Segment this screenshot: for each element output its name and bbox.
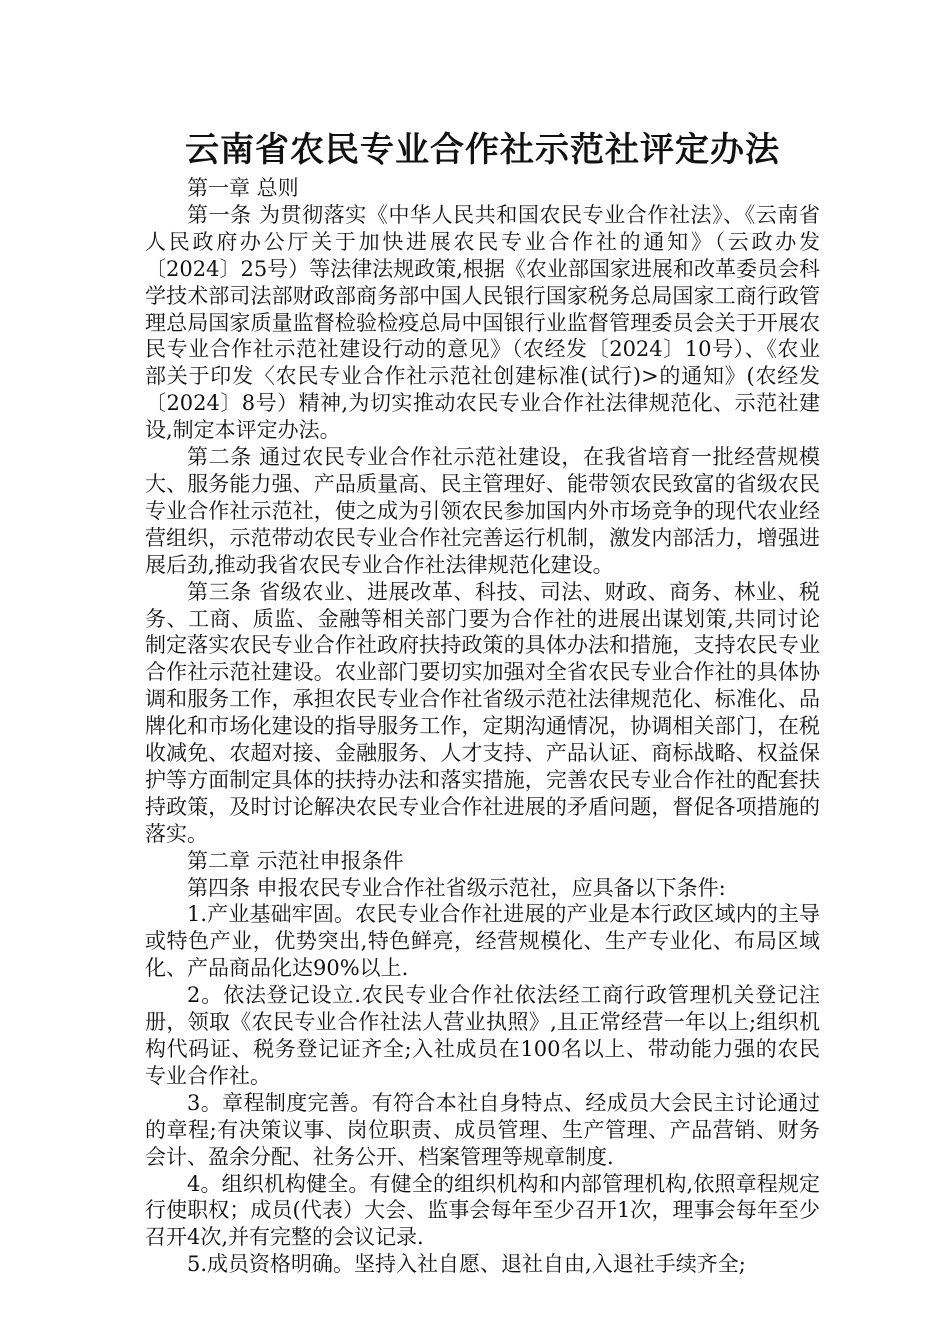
list-item: 1.产业基础牢固。农民专业合作社进展的产业是本行政区域内的主导或特色产业，优势突出,特色鲜亮，经营规模化、生产专业化、布局区域化、产品商品化达90%以上. [145, 902, 820, 981]
article-paragraph: 第一条 为贯彻落实《中华人民共和国农民专业合作社法》、《云南省人民政府办公厅关于加快进展农民专业合作社的通知》（云政办发〔2024〕25号）等法律法规政策,根据《农业部国家进展和改革委员会科学技术部司法部财政部商务部中国人民银行国家税务总局国家工商行政管理总局国家质量监督检验检疫总局中国银行业监督管理委员会关于开展农民专业合作社示范社建设行动的意见》（农经发〔2024〕10号）、《农业部关于印发〈农民专业合作社示范社创建标准(试行)>的通知》(农经发〔2024〕8号）精神,为切实推动农民专业合作社法律规范化、示范社建设,制定本评定办法。 [145, 202, 820, 443]
chapter-heading: 第一章 总则 [187, 176, 299, 200]
document-title: 云南省农民专业合作社示范社评定办法 [185, 130, 780, 170]
document-page [145, 125, 820, 1278]
document-body [145, 175, 820, 1278]
article-paragraph: 第二条 通过农民专业合作社示范社建设，在我省培育一批经营规模大、服务能力强、产品质量高、民主管理好、能带领农民致富的省级农民专业合作社示范社，使之成为引领农民参加国内外市场竞争的现代农业经营组织，示范带动农民专业合作社完善运行机制，激发内部活力，增强进展后劲,推动我省农民专业合作社法律规范化建设。 [145, 445, 820, 577]
article-paragraph: 第四条 申报农民专业合作社省级示范社，应具备以下条件: [187, 875, 726, 900]
chapter-heading: 第二章 示范社申报条件 [187, 848, 404, 873]
list-item: 2。依法登记设立.农民专业合作社依法经工商行政管理机关登记注册，领取《农民专业合作社法人营业执照》,且正常经营一年以上;组织机构代码证、税务登记证齐全;入社成员在100名以上、带动能力强的农民专业合作社。 [145, 983, 820, 1088]
article-paragraph: 第三条 省级农业、进展改革、科技、司法、财政、商务、林业、税务、工商、质监、金融等相关部门要为合作社的进展出谋划策,共同讨论制定落实农民专业合作社政府扶持政策的具体办法和措施，支持农民专业合作社示范社建设。农业部门要切实加强对全省农民专业合作社的具体协调和服务工作，承担农民专业合作社省级示范社法律规范化、标准化、品牌化和市场化建设的指导服务工作，定期沟通情况，协调相关部门，在税收减免、农超对接、金融服务、人才支持、产品认证、商标战略、权益保护等方面制定具体的扶持办法和落实措施，完善农民专业合作社的配套扶持政策，及时讨论解决农民专业合作社进展的矛盾问题，督促各项措施的落实。 [145, 579, 820, 846]
list-item: 5.成员资格明确。坚持入社自愿、退社自由,入退社手续齐全; [187, 1252, 746, 1277]
list-item: 4。组织机构健全。有健全的组织机构和内部管理机构,依照章程规定行使职权；成员(代表）大会、监事会每年至少召开1次，理事会每年至少召开4次,并有完整的会议记录. [145, 1171, 820, 1250]
list-item: 3。章程制度完善。有符合本社自身特点、经成员大会民主讨论通过的章程;有决策议事、岗位职责、成员管理、生产管理、产品营销、财务会计、盈余分配、社务公开、档案管理等规章制度. [145, 1090, 820, 1169]
